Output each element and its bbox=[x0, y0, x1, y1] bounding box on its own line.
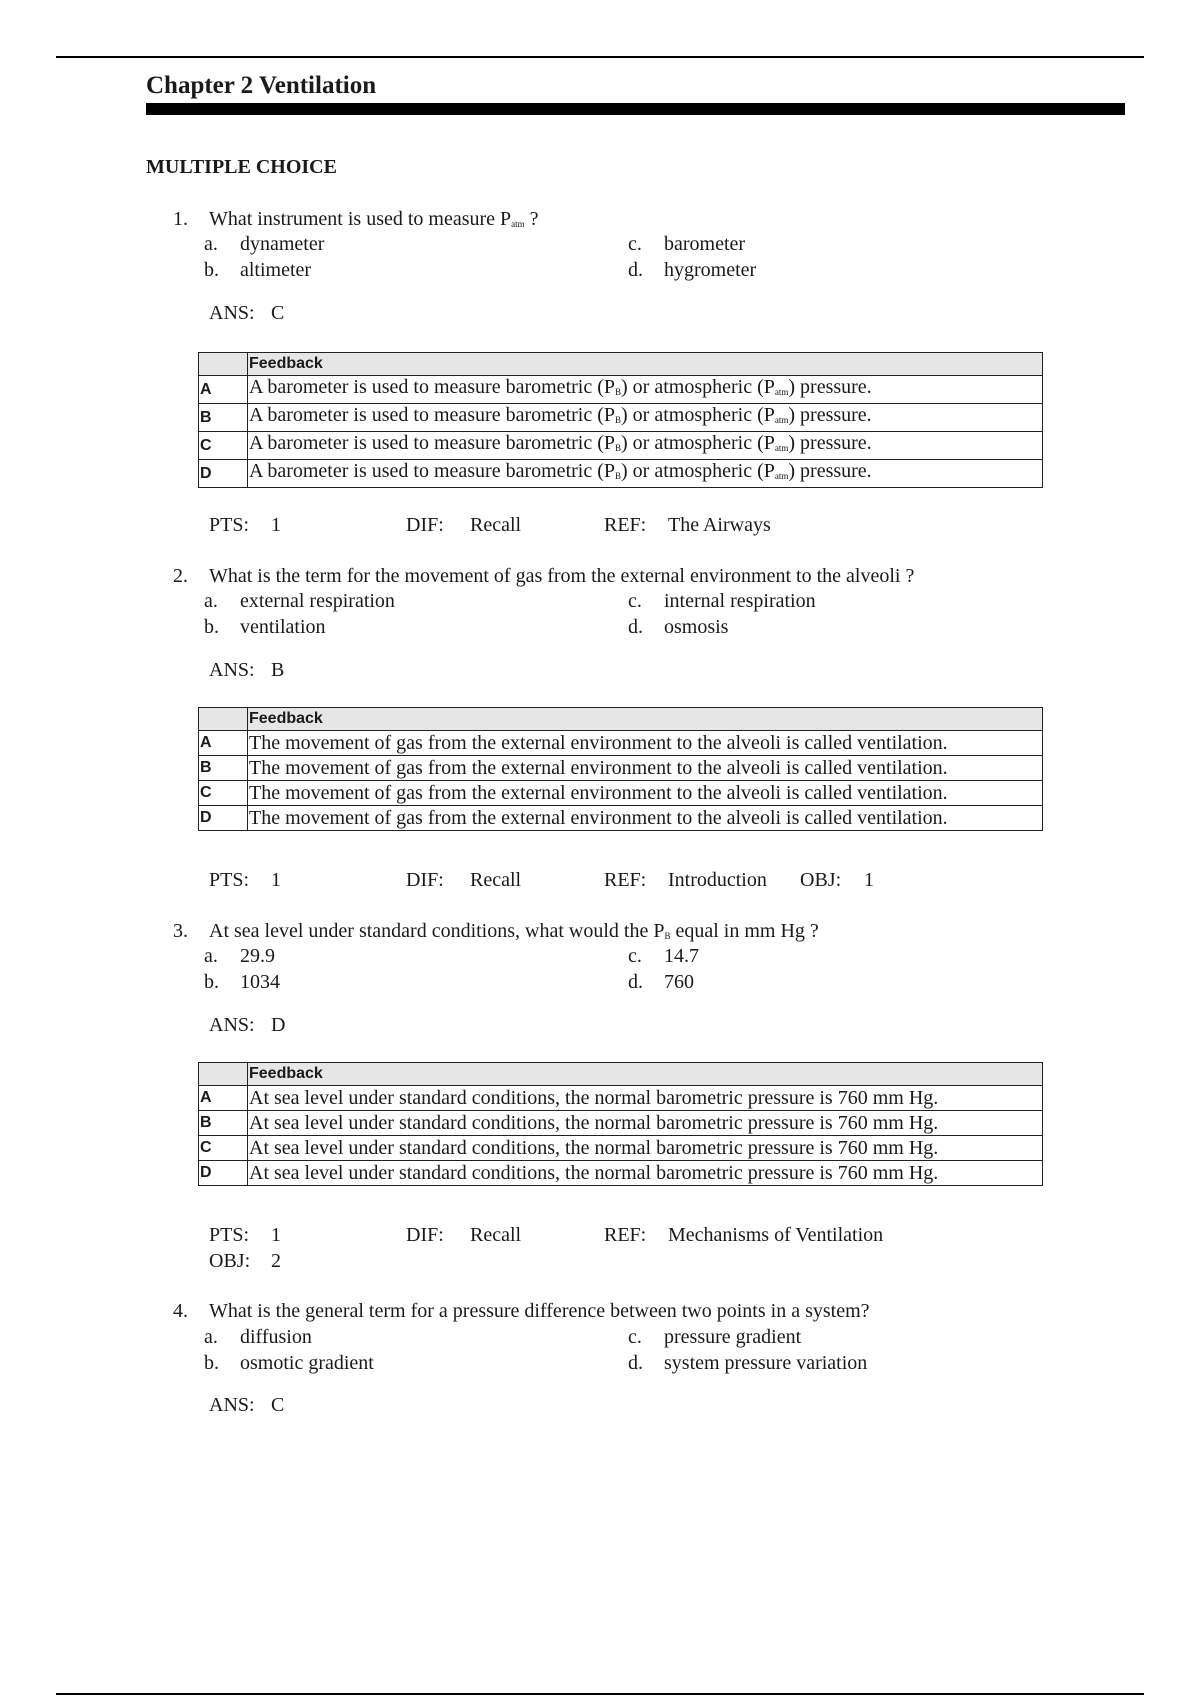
feedback-row: B The movement of gas from the external environment to the alveoli is called ventilation. bbox=[199, 756, 1043, 781]
answer-line: ANS: C bbox=[209, 302, 285, 324]
chapter-rule bbox=[146, 103, 1125, 115]
option-d: d. hygrometer bbox=[628, 259, 757, 281]
feedback-row: C A barometer is used to measure barometric $(P_B)$ or atmospheric $(P_{atm})$ pressure. bbox=[199, 432, 1043, 460]
feedback-row: A The movement of gas from the external environment to the alveoli is called ventilation. bbox=[199, 731, 1043, 756]
dif-field: DIF: Recall bbox=[406, 514, 522, 536]
feedback-row: B At sea level under standard conditions, the normal barometric pressure is 760 mm Hg. bbox=[199, 1111, 1043, 1136]
obj-field: OBJ: 2 bbox=[209, 1250, 281, 1272]
option-d: d. system pressure variation bbox=[628, 1352, 868, 1374]
option-d: d. 760 bbox=[628, 971, 694, 993]
feedback-row: D A barometer is used to measure barometric $(P_B)$ or atmospheric $(P_{atm})$ pressure. bbox=[199, 460, 1043, 488]
option-a: a. diffusion bbox=[204, 1326, 312, 1348]
feedback-row: B A barometer is used to measure barometric $(P_B)$ or atmospheric $(P_{atm})$ pressure. bbox=[199, 404, 1043, 432]
ref-field: REF: Mechanisms of Ventilation bbox=[604, 1224, 884, 1246]
answer-value: C bbox=[271, 1394, 285, 1416]
option-c: c. pressure gradient bbox=[628, 1326, 802, 1348]
feedback-header-row: Feedback bbox=[199, 1063, 1043, 1086]
question-stem: 4. What is the general term for a pressure difference between two points in a system? bbox=[173, 1300, 870, 1322]
pts-field: PTS: 1 bbox=[209, 869, 281, 891]
pts-field: PTS: 1 bbox=[209, 514, 281, 536]
answer-line: ANS: D bbox=[209, 1014, 286, 1036]
ref-field: REF: Introduction bbox=[604, 869, 767, 891]
answer-value: C bbox=[271, 302, 285, 324]
obj-field: OBJ: 1 bbox=[800, 869, 874, 891]
question-stem: 3. At sea level under standard conditions, what would the $P_B$ equal in mm Hg ? bbox=[173, 920, 819, 942]
feedback-table bbox=[198, 1062, 1043, 1186]
feedback-table bbox=[198, 707, 1043, 831]
feedback-header-row: Feedback bbox=[199, 708, 1043, 731]
feedback-header-row: Feedback bbox=[199, 353, 1043, 376]
feedback-row: A At sea level under standard conditions, the normal barometric pressure is 760 mm Hg. bbox=[199, 1086, 1043, 1111]
ref-field: REF: The Airways bbox=[604, 514, 771, 536]
section-title: MULTIPLE CHOICE bbox=[146, 156, 337, 178]
feedback-row: C At sea level under standard conditions, the normal barometric pressure is 760 mm Hg. bbox=[199, 1136, 1043, 1161]
answer-line: ANS: C bbox=[209, 1394, 285, 1416]
option-c: c. internal respiration bbox=[628, 590, 816, 612]
feedback-row: D At sea level under standard conditions, the normal barometric pressure is 760 mm Hg. bbox=[199, 1161, 1043, 1186]
option-b: b. 1034 bbox=[204, 971, 280, 993]
option-d: d. osmosis bbox=[628, 616, 729, 638]
answer-value: B bbox=[271, 659, 285, 681]
option-b: b. osmotic gradient bbox=[204, 1352, 374, 1374]
dif-field: DIF: Recall bbox=[406, 869, 522, 891]
answer-value: D bbox=[271, 1014, 286, 1036]
feedback-row: D The movement of gas from the external environment to the alveoli is called ventilation. bbox=[199, 806, 1043, 831]
option-b: b. altimeter bbox=[204, 259, 312, 281]
pts-field: PTS: 1 bbox=[209, 1224, 281, 1246]
option-b: b. ventilation bbox=[204, 616, 326, 638]
chapter-title: Chapter 2 Ventilation bbox=[146, 72, 377, 99]
option-a: a. 29.9 bbox=[204, 945, 275, 967]
top-rule bbox=[56, 56, 1144, 58]
option-a: a. dynameter bbox=[204, 233, 325, 255]
option-c: c. 14.7 bbox=[628, 945, 699, 967]
feedback-row: C The movement of gas from the external environment to the alveoli is called ventilation. bbox=[199, 781, 1043, 806]
feedback-table bbox=[198, 352, 1043, 488]
option-a: a. external respiration bbox=[204, 590, 395, 612]
feedback-row: A A barometer is used to measure barometric $(P_B)$ or atmospheric $(P_{atm})$ pressure. bbox=[199, 376, 1043, 404]
dif-field: DIF: Recall bbox=[406, 1224, 522, 1246]
option-c: c. barometer bbox=[628, 233, 746, 255]
question-stem: 2. What is the term for the movement of gas from the external environment to the alveoli ? bbox=[173, 565, 915, 587]
question-stem: 1. What instrument is used to measure $P_{atm}$ ? bbox=[173, 208, 539, 230]
bottom-rule bbox=[56, 1693, 1144, 1695]
answer-line: ANS: B bbox=[209, 659, 285, 681]
